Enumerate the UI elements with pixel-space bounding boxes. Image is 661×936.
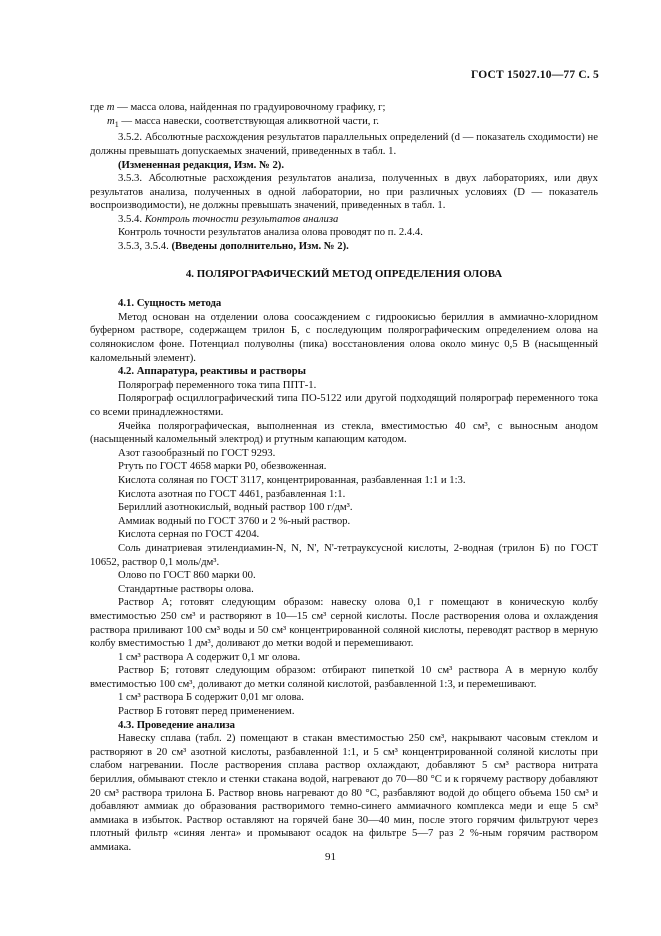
definition-m1: $m_1$ — масса навески, соответствующая аликвотной части, г. — [107, 114, 379, 129]
list-item: 1 см³ раствора Б содержит 0,01 мг олова. — [118, 691, 304, 704]
list-item: Полярограф переменного тока типа ППТ-1. — [118, 378, 317, 391]
section-4-1-text: Метод основан на отделении олова соосаждением с гидроокисью бериллия в аммиачно-хлоридном буферном растворе, содержащем трилон Б, с последующим полярографическим определением олова на солянокислом фоне. Потенциал полуволны (пика) восстановления олова около минус 0,5 В (насыщенный каломельный элемент). — [90, 310, 598, 364]
paragraph-3-5-4-heading: 3.5.4. Контроль точности результатов анализа — [118, 212, 339, 225]
list-item: Полярограф осциллографический типа ПО-5122 или другой подходящий полярограф переменного тока со всеми принадлежностями. — [90, 392, 598, 419]
list-item: Ртуть по ГОСТ 4658 марки Р0, обезвоженная. — [118, 460, 327, 473]
list-item: Раствор А; готовят следующим образом: навеску олова 0,1 г помещают в коническую колбу вместимостью 250 см³ и растворяют в 10—15 см³ серной кислоты. После растворения олова и охлаждения раствора приливают 100 см³ воды и 50 см³ концентрированной соляной кислоты, переводят раствор в мерную колбу вместимостью 1 дм³, доливают до метки водой и перемешивают. — [90, 596, 598, 650]
list-item: Аммиак водный по ГОСТ 3760 и 2 %-ный раствор. — [118, 514, 351, 527]
running-header: ГОСТ 15027.10—77 С. 5 — [471, 69, 599, 81]
section-4-title: 4. ПОЛЯРОГРАФИЧЕСКИЙ МЕТОД ОПРЕДЕЛЕНИЯ ОЛОВА — [185, 267, 503, 280]
list-item: Олово по ГОСТ 860 марки 00. — [118, 569, 256, 582]
list-item: Кислота азотная по ГОСТ 4461, разбавленная 1:1. — [118, 487, 346, 500]
list-item: Соль динатриевая этилендиамин-N, N, N', N'-тетрауксусной кислоты, 2-водная (трилон Б) по ГОСТ 10652, раствор 0,1 моль/дм³. — [90, 541, 598, 568]
list-item: Раствор Б; готовят следующим образом: отбирают пипеткой 10 см³ раствора А в мерную колбу вместимостью 100 см³, доливают до метки соляной кислотой, разбавленной 1:3, и перемешивают. — [90, 664, 598, 690]
list-item: Ячейка полярографическая, выполненная из стекла, вместимостью 40 см³, с выносным анодом (насыщенный каломельный электрод) и ртутным капающим катодом. — [90, 419, 598, 446]
section-4-2-title: 4.2. Аппаратура, реактивы и растворы — [118, 365, 307, 378]
list-item: 1 см³ раствора А содержит 0,1 мг олова. — [118, 650, 301, 663]
paragraph-3-5-2: 3.5.2. Абсолютные расхождения результатов параллельных определений (d — показатель сходимости) не должны превышать допускаемых значений, приведенных в табл. 1. — [90, 131, 598, 157]
list-item: Стандартные растворы олова. — [118, 582, 254, 595]
definition-m: где m — масса олова, найденная по градуировочному графику, г; — [90, 101, 386, 113]
paragraph-3-5-3: 3.5.3. Абсолютные расхождения результатов анализа, полученных в двух лабораториях, или двух результатов анализа, полученных в одной лаборатории, но при различных условиях (D — показатель воспроизводимости), не должны превышать значений, приведенных в табл. 1. — [90, 172, 598, 212]
list-item: Раствор Б готовят перед применением. — [118, 705, 295, 718]
page-number: 91 — [325, 851, 336, 863]
text-body — [90, 101, 598, 855]
list-item: Азот газообразный по ГОСТ 9293. — [118, 446, 276, 459]
list-item: Кислота серная по ГОСТ 4204. — [118, 528, 260, 541]
section-4-1-title: 4.1. Сущность метода — [118, 297, 222, 310]
section-4-3-text: Навеску сплава (табл. 2) помещают в стакан вместимостью 250 см³, накрывают часовым стеклом и растворяют в 20 см³ азотной кислоты, разбавленной 1:1, и 5 см³ концентрированной соляной кислоты при слабом нагревании. После растворения сплава раствор охлаждают, добавляют 5 см³ раствора нитрата бериллия, обмывают стекло и стенки стакана водой, нагревают до 70—80 °С и к горячему раствору добавляют 20 см³ раствора трилона Б. Раствор вновь нагревают до 80 °С, разбавляют водой до общего объема 150 см³ и добавляют аммиак до образования растворимого темно-синего аммиачного комплекса меди и еще 5 см³ аммиака в избыток. Раствор оставляют на горячей бане 30—40 мин, после этого горячим фильтруют через плотный фильтр «синяя лента» и промывают осадок на фильтре 5—7 раз 2 %-ным горячим раствором аммиака. — [90, 732, 598, 854]
list-item: Кислота соляная по ГОСТ 3117, концентрированная, разбавленная 1:1 и 1:3. — [118, 473, 466, 486]
section-4-3-title: 4.3. Проведение анализа — [118, 718, 236, 731]
amendment-note-3-5: 3.5.3, 3.5.4. (Введены дополнительно, Изм. № 2). — [118, 240, 349, 253]
list-item: Бериллий азотнокислый, водный раствор 100 г/дм³. — [118, 501, 353, 514]
paragraph-3-5-4-text: Контроль точности результатов анализа олова проводят по п. 2.4.4. — [118, 226, 423, 239]
amendment-note-3-5-2: (Измененная редакция, Изм. № 2). — [118, 158, 285, 171]
